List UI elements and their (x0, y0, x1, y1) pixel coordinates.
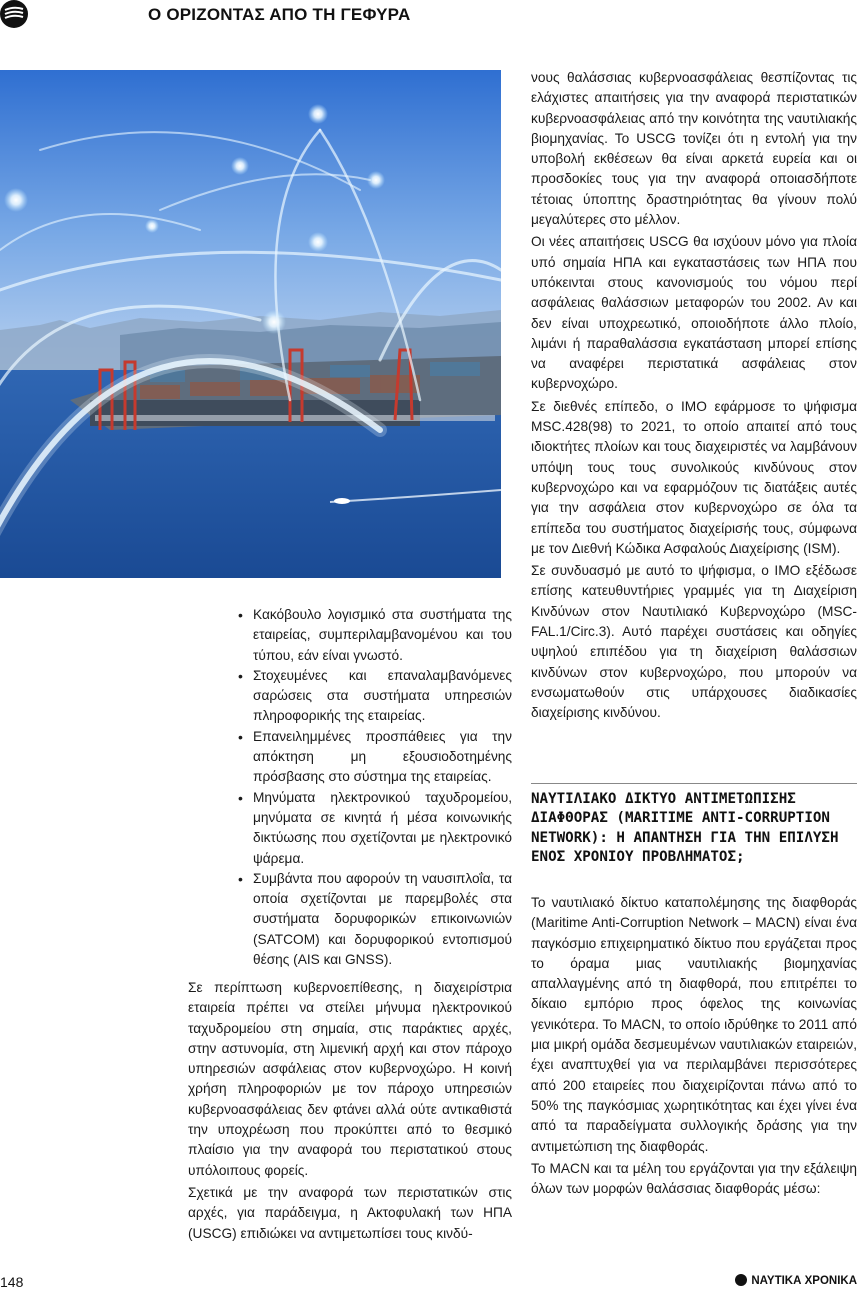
list-item: • Κακόβουλο λογισμικό στα συστήματα της εταιρείας, συμπεριλαμβανομένου και του τύπου, εάν είναι γνωστό. (236, 605, 512, 666)
macn-section-text (531, 893, 857, 1201)
list-item: • Στοχευμένες και επαναλαμβανόμενες σαρώσεις στα συστήματα υπηρεσιών πληροφορικής της εταιρείας. (236, 666, 512, 727)
section-divider (531, 783, 857, 784)
section-header-title: Ο ΟΡΙΖΟΝΤΑΣ ΑΠΟ ΤΗ ΓΕΦΥΡΑ (148, 5, 411, 24)
paragraph: Το MACN και τα μέλη του εργάζονται για την εξάλειψη όλων των μορφών θαλάσσιας διαφθοράς μέσω: (531, 1160, 857, 1197)
incident-type-list (236, 605, 512, 970)
footer-brand (735, 1274, 857, 1287)
page-number: 148 (0, 1274, 24, 1290)
list-item: • Μηνύματα ηλεκτρονικού ταχυδρομείου, μηνύματα σε κινητά ή μέσα κοινωνικής δικτύωσης που σχετίζονται με ηλεκτρονικό ψάρεμα. (236, 788, 512, 869)
paragraph: Σε συνδυασμό με αυτό το ψήφισμα, ο IMO εξέδωσε επίσης κατευθυντήριες γραμμές για τη Διαχείριση Κινδύνων στον Ναυτιλιακό Κυβερνοχώρο (MSC-FAL.1/Circ.3). Αυτό παρέχει συστάσεις και οδηγίες υψηλού επιπέδου για τη διαχείριση θαλάσσιων κινδύνων στον κυβερνοχώρο, που μπορούν να ενσωματωθούν στις υπάρχουσες διαδικασίες διαχείρισης κινδύνου. (531, 563, 857, 721)
paragraph: Σε διεθνές επίπεδο, ο IMO εφάρμοσε το ψήφισμα MSC.428(98) το 2021, το οποίο απαιτεί από τους ιδιοκτήτες πλοίων και τους διαχειριστές να λαμβάνουν υπόψη τους τους συνολικούς κινδύνους στον κυβερνοχώρο και να εφαρμόζουν τις διατάξεις αυτές για την ασφάλεια στον κυβερνοχώρο σε όλα τα επίπεδα του συστήματος διαχείρισής τους, σύμφωνα με τον Διεθνή Κώδικα Ασφαλούς Διαχείρισης (ISM). (531, 398, 857, 556)
list-item: • Συμβάντα που αφορούν τη ναυσιπλοΐα, τα οποία σχετίζονται με παρεμβολές στα συστήματα δορυφορικών επικοινωνιών (SATCOM) και δορυφορικού εντοπισμού θέσης (AIS και GNSS). (236, 869, 512, 970)
paragraph: Σχετικά με την αναφορά των περιστατικών στις αρχές, για παράδειγμα, η Ακτοφυλακή των ΗΠΑ (USCG) επιδιώκει να αντιμετωπίσει τους κινδύ- (188, 1184, 512, 1241)
footer-brand-label: ΝΑΥΤΙΚΑ ΧΡΟΝΙΚΑ (751, 1275, 857, 1287)
brand-logo-icon (735, 1274, 747, 1286)
page-header (0, 0, 857, 30)
paragraph: Το ναυτιλιακό δίκτυο καταπολέμησης της διαφθοράς (Maritime Anti-Corruption Network – MACN) είναι ένα παγκόσμιο επιχειρηματικό δίκτυο που εργάζεται προς το όραμα μιας ναυτιλιακής βιομηχανίας απαλλαγμένης από τη διαφθορά, που επιτρέπει το δίκαιο εμπόριο προς όφελος της κοινωνίας γενικότερα. Το MACN, το οποίο ιδρύθηκε το 2011 από μια μικρή ομάδα δεσμευμένων ναυτιλιακών εταιρειών, έχει αναπτυχθεί για να περιλαμβάνει περισσότερες από 200 εταιρείες που διαχειρίζονται πάνω από το 50% της παγκόσμιας χωρητικότητας και έχει γίνει ένα από τα παραδείγματα συλλογικής δράσης για την αντιμετώπιση της διαφθοράς. (531, 895, 857, 1154)
paragraph: Σε περίπτωση κυβερνοεπίθεσης, η διαχειρίστρια εταιρεία πρέπει να στείλει μήνυμα ηλεκτρονικού ταχυδρομείου στη σημαία, στις παράκτιες αρχές, στην αστυνομία, στη λιμενική αρχή και στον πάροχο υπηρεσιών ασφάλειας στον κυβερνοχώρο. Η κοινή χρήση πληροφοριών με τον πάροχο υπηρεσιών κυβερνοασφάλειας δεν φτάνει αλλά ούτε αντικαθιστά την υποχρέωση που προκύπτει από το θεσμικό πλαίσιο για την αναφορά του περιστατικού στους υπόλοιπους φορείς. (188, 980, 512, 1178)
left-column-text (188, 978, 512, 1246)
list-item: • Επανειλημμένες προσπάθειες για την απόκτηση μη εξουσιοδοτημένης πρόσβασης στο σύστημα της εταιρείας. (236, 727, 512, 788)
section-heading: ΝΑΥΤΙΛΙΑΚΟ ΔΙΚΤΥΟ ΑΝΤΙΜΕΤΩΠΙΣΗΣ ΔΙΑΦΘΟΡΑΣ (MARITIME ANTI-CORRUPTION NETWORK): Η ΑΠΑΝΤΗΣΗ ΓΙΑ ΤΗΝ ΕΠΙΛΥΣΗ ΕΝΟΣ ΧΡΟΝΙΟΥ ΠΡΟΒΛΗΜΑΤΟΣ; (531, 791, 839, 866)
port-network-photo (0, 70, 501, 578)
paragraph: Οι νέες απαιτήσεις USCG θα ισχύουν μόνο για πλοία υπό σημαία ΗΠΑ και εγκαταστάσεις των ΗΠΑ που υπόκεινται στους κανονισμούς του νόμου περί ασφάλειας θαλάσσιων μεταφορών του 2002. Αν και δεν είναι υποχρεωτικό, οποιοδήποτε άλλο πλοίο, λιμάνι ή παραθαλάσσια εγκατάσταση μπορεί επίσης να αναφέρει περιστατικά ασφάλειας στον κυβερνοχώρο. (531, 234, 857, 392)
right-column-text (531, 68, 857, 726)
magazine-logo-icon (0, 0, 28, 28)
paragraph: νους θαλάσσιας κυβερνοασφάλειας θεσπίζοντας τις ελάχιστες απαιτήσεις για την αναφορά περιστατικών κυβερνοασφάλειας από την κοινότητα της ναυτιλιακής βιομηχανίας. Το USCG τονίζει ότι η εντολή για την υποβολή εκθέσεων θα είναι αρκετά ευρεία και οι προσδοκίες τους για την αναφορά οποιασδήποτε τέτοιας ύποπτης δραστηριότητας θα γίνουν πολύ μεγαλύτερες στο μέλλον. (531, 70, 857, 228)
